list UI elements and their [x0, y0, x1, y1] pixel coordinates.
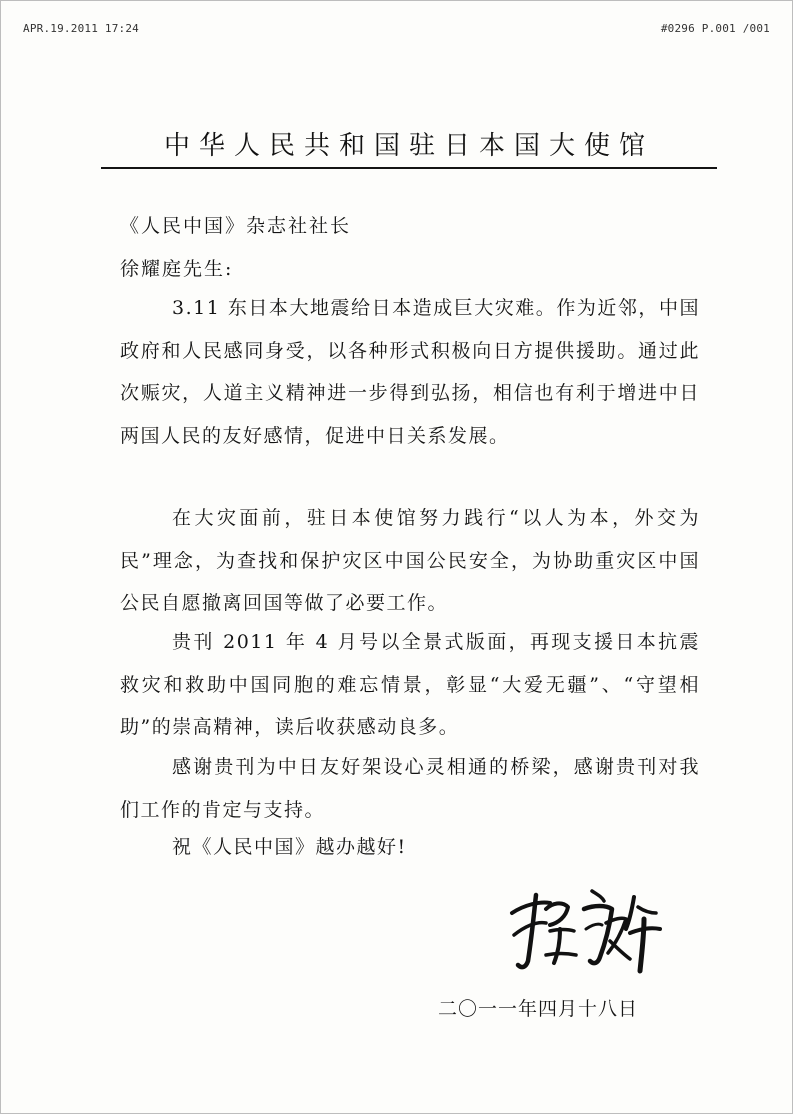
letterhead-title: 中华人民共和国驻日本国大使馆 [101, 125, 717, 169]
letter-paragraph: 贵刊 2011 年 4 月号以全景式版面，再现支援日本抗震救灾和救助中国同胞的难忘情景，彰显“大爱无疆”、“守望相助”的崇高精神，读后收获感动良多。 [120, 631, 700, 738]
letter-date: 二〇一一年四月十八日 [438, 998, 639, 1020]
fax-timestamp: APR.19.2011 17:24 [23, 22, 139, 35]
handwritten-signature [506, 883, 666, 978]
addressee: 《人民中国》杂志社社长 [120, 215, 352, 237]
letter-paragraph: 感谢贵刊为中日友好架设心灵相通的桥梁，感谢贵刊对我们工作的肯定与支持。 [120, 756, 700, 821]
salutation: 徐耀庭先生: [120, 258, 234, 280]
closing-wish: 祝《人民中国》越办越好! [172, 836, 407, 858]
letter-paragraph: 在大灾面前，驻日本使馆努力践行“以人为本，外交为民”理念，为查找和保护灾区中国公民安全，为协助重灾区中国公民自愿撤离回国等做了必要工作。 [120, 507, 700, 614]
fax-page-number: #0296 P.001 /001 [660, 22, 770, 35]
letter-paragraph: 3.11 东日本大地震给日本造成巨大灾难。作为近邻，中国政府和人民感同身受，以各种形式积极向日方提供援助。通过此次赈灾，人道主义精神进一步得到弘扬，相信也有利于增进中日两国人民的友好感情，促进中日关系发展。 [120, 297, 700, 447]
